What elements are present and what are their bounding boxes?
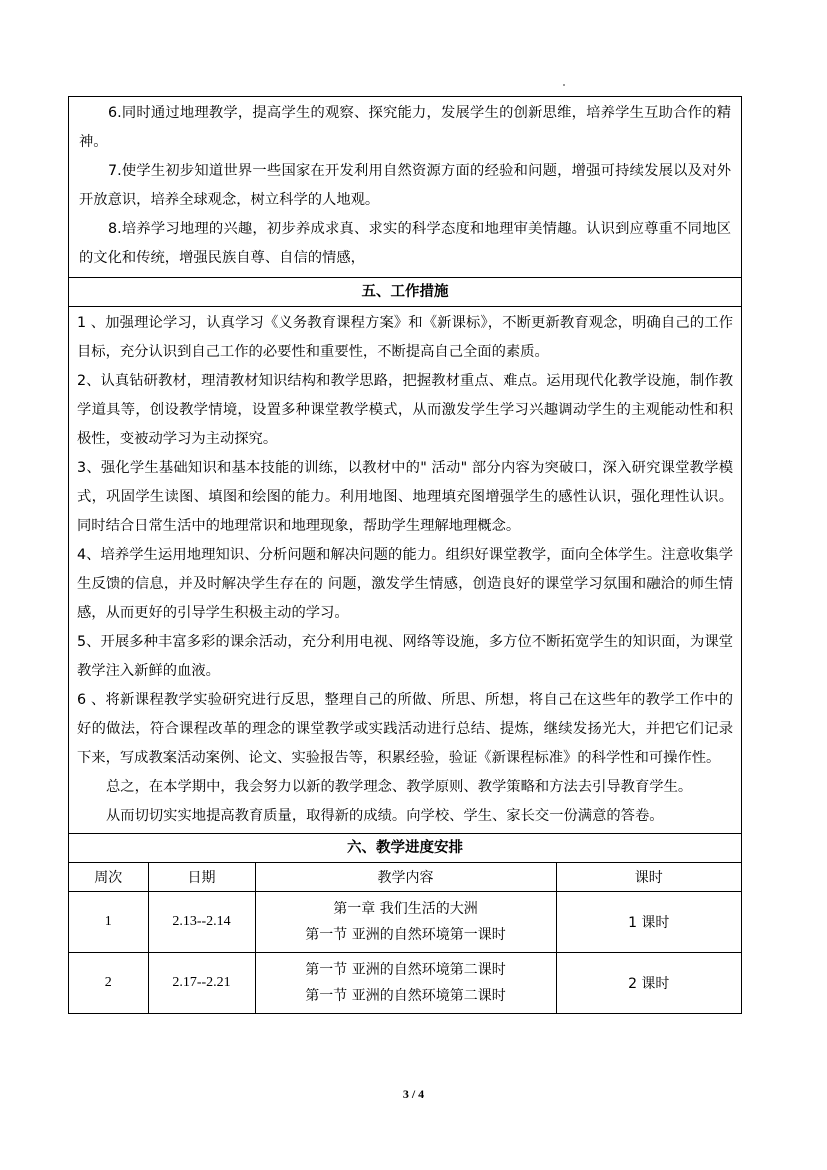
column-header-hours: 课时 (556, 863, 741, 892)
page-number: 3 / 4 (402, 1087, 425, 1101)
table-row (69, 953, 741, 1014)
content-line: 第一节 亚洲的自然环境第二课时 (305, 988, 506, 1004)
week-cell: 2 (69, 953, 148, 1014)
column-header-date: 日期 (148, 863, 255, 892)
scan-dot (563, 84, 565, 86)
content-cell (255, 953, 556, 1014)
content-line: 第一章 我们生活的大洲 (333, 901, 478, 917)
content-cell (255, 892, 556, 953)
week-cell: 1 (69, 892, 148, 953)
schedule-table (69, 863, 741, 1013)
measure-item: 3、强化学生基础知识和基本技能的训练，以教材中的" 活动" 部分内容为突破口，深入研究课堂教学模式，巩固学生读图、填图和绘图的能力。利用地图、地理填充图增强学生的感性认识，强化理性认识。同时结合日常生活中的地理常识和地理现象，帮助学生理解地理概念。 (77, 460, 733, 534)
measure-item: 4、培养学生运用地理知识、分析问题和解决问题的能力。组织好课堂教学，面向全体学生。注意收集学生反馈的信息，并及时解决学生存在的 问题，激发学生情感，创造良好的课堂学习氛围和融洽的师生情感，从而更好的引导学生积极主动的学习。 (77, 547, 733, 621)
schedule-table-wrap (69, 862, 741, 1013)
objective-item: 8.培养学习地理的兴趣，初步养成求真、求实的科学态度和地理审美情趣。认识到应尊重不同地区的文化和传统，增强民族自尊、自信的情感， (79, 221, 731, 266)
column-header-content: 教学内容 (255, 863, 556, 892)
objective-item: 7.使学生初步知道世界一些国家在开发利用自然资源方面的经验和问题，增强可持续发展以及对外开放意识，培养全球观念，树立科学的人地观。 (79, 163, 731, 208)
content-line: 第一节 亚洲的自然环境第一课时 (305, 927, 506, 943)
content-line: 第一节 亚洲的自然环境第二课时 (305, 962, 506, 978)
plan-table (68, 96, 742, 1014)
summary-line: 从而切切实实地提高教育质量，取得新的成绩。向学校、学生、家长交一份满意的答卷。 (106, 808, 664, 824)
objective-item: 6.同时通过地理教学，提高学生的观察、探究能力，发展学生的创新思维，培养学生互助合作的精神。 (79, 105, 731, 150)
measure-item: 2、认真钻研教材，理清教材知识结构和教学思路，把握教材重点、难点。运用现代化教学设施，制作教学道具等，创设教学情境，设置多种课堂教学模式，从而激发学生学习兴趣调动学生的主观能动性和积极性，变被动学习为主动探究。 (77, 373, 733, 447)
column-header-week: 周次 (69, 863, 148, 892)
date-cell: 2.17--2.21 (148, 953, 255, 1014)
objectives-section (69, 97, 741, 277)
date-cell: 2.13--2.14 (148, 892, 255, 953)
section-heading-schedule: 六、教学进度安排 (69, 833, 741, 862)
measure-item: 5、开展多种丰富多彩的课余活动，充分利用电视、网络等设施，多方位不断拓宽学生的知识面，为课堂教学注入新鲜的血液。 (77, 634, 733, 679)
measure-item: 1 、加强理论学习，认真学习《义务教育课程方案》和《新课标》，不断更新教育观念，明确自己的工作目标，充分认识到自己工作的必要性和重要性，不断提高自己全面的素质。 (77, 315, 733, 360)
table-row (69, 892, 741, 953)
schedule-header-row (69, 863, 741, 892)
hours-cell: 1 课时 (556, 892, 741, 953)
summary-line: 总之，在本学期中，我会努力以新的教学理念、教学原则、教学策略和方法去引导教育学生。 (106, 779, 693, 795)
measure-item: 6 、将新课程教学实验研究进行反思，整理自己的所做、所思、所想，将自己在这些年的教学工作中的好的做法，符合课程改革的理念的课堂教学或实践活动进行总结、提炼，继续发扬光大，并把它们记录下来，写成教案活动案例、论文、实验报告等，积累经验，验证《新课程标准》的科学性和可操作性。 (77, 692, 733, 766)
section-heading-measures: 五、工作措施 (69, 277, 741, 306)
measures-section (69, 306, 741, 833)
hours-cell: 2 课时 (556, 953, 741, 1014)
